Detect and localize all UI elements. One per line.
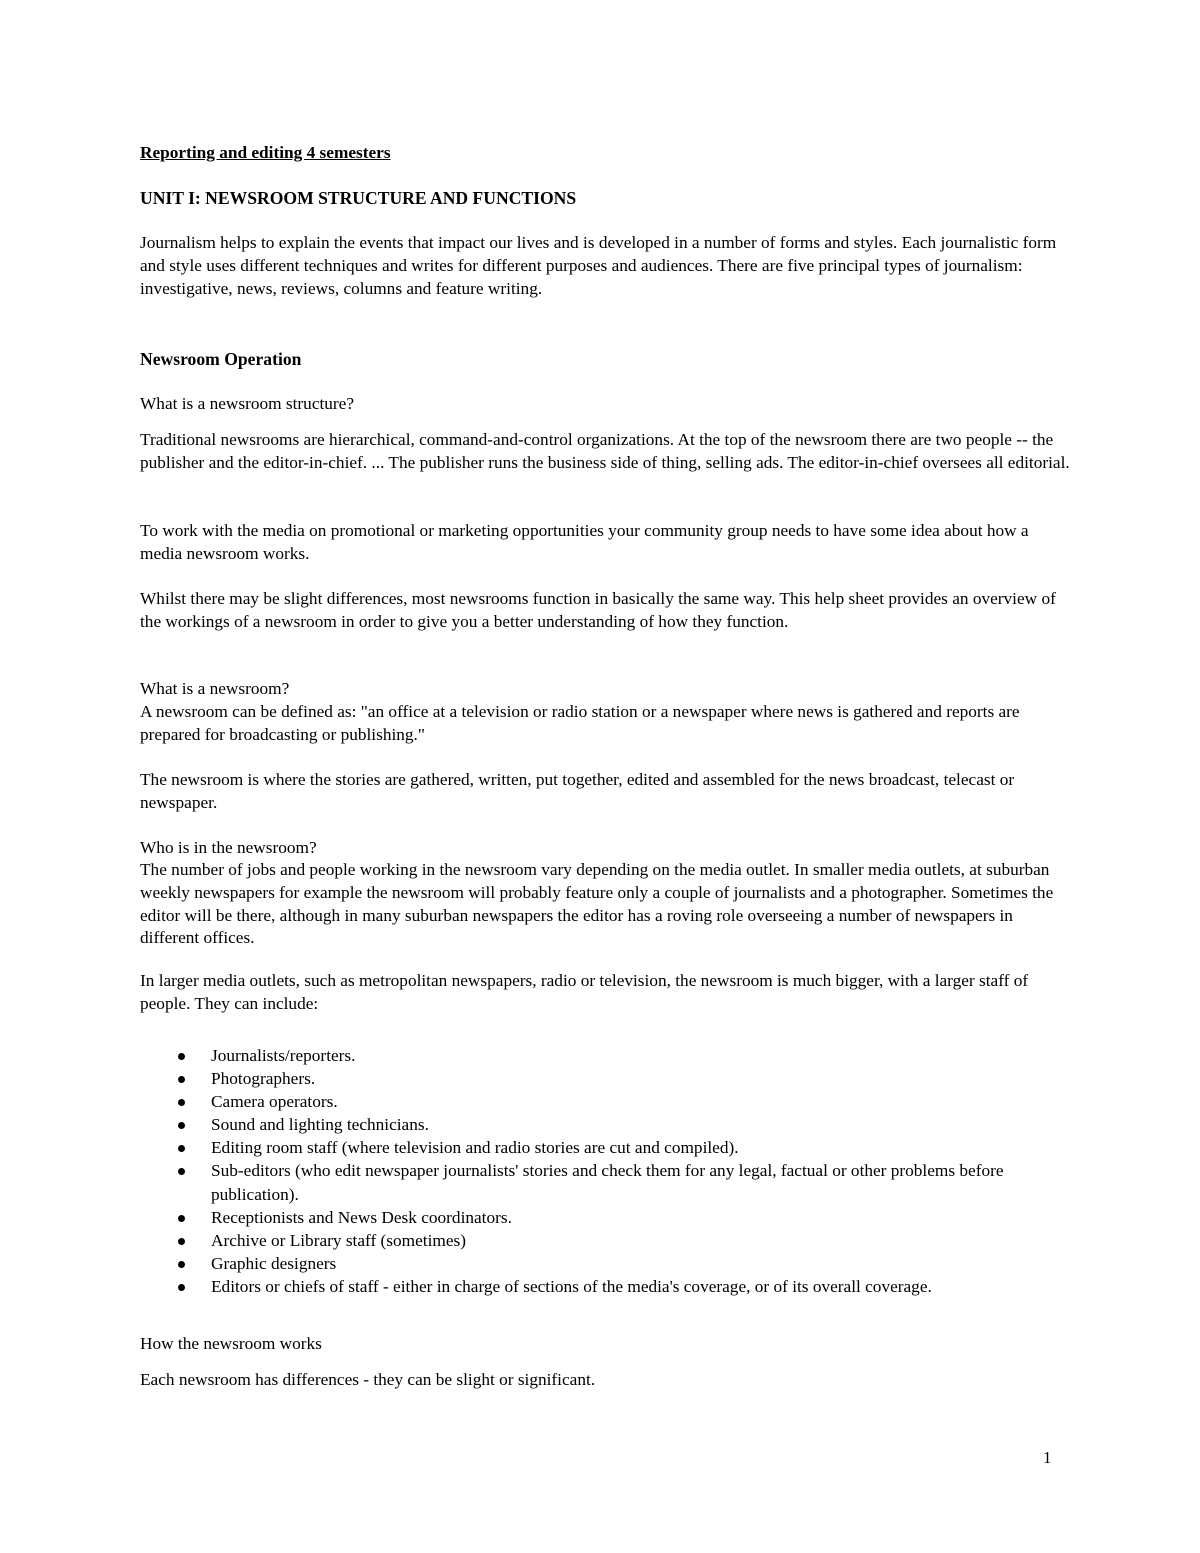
bullet-icon	[178, 1261, 185, 1268]
paragraph-each-newsroom: Each newsroom has differences - they can be slight or significant.	[140, 1370, 596, 1389]
section-heading-newsroom-operation: Newsroom Operation	[140, 349, 302, 369]
list-item	[140, 1275, 1070, 1298]
list-item	[140, 1229, 1070, 1252]
list-item-text: Journalists/reporters.	[211, 1046, 356, 1065]
heading-how-newsroom-works: How the newsroom works	[140, 1334, 322, 1353]
paragraph-work-with-media: To work with the media on promotional or marketing opportunities your community group needs to have some idea about how a media newsroom works.	[140, 521, 1029, 563]
list-item-text: Archive or Library staff (sometimes)	[211, 1230, 466, 1250]
paragraph-larger-outlets: In larger media outlets, such as metropolitan newspapers, radio or television, the newsroom is much bigger, with a larger staff of people. They can include:	[140, 971, 1029, 1013]
paragraph-traditional-newsrooms: Traditional newsrooms are hierarchical, command-and-control organizations. At the top of the newsroom there are two people -- the publisher and the editor-in-chief. ... The publisher runs the business side of thing, selling ads. The editor-in-chief oversees all editorial.	[140, 430, 1070, 472]
bullet-icon	[178, 1238, 185, 1245]
document-title: Reporting and editing 4 semesters	[140, 143, 391, 162]
intro-paragraph: Journalism helps to explain the events that impact our lives and is developed in a number of forms and styles. Each journalistic form and style uses different techniques and writes for different purposes and audiences. There are five principal types of journalism: investigative, news, reviews, columns and feature writing.	[140, 233, 1057, 298]
list-item	[140, 1252, 1070, 1275]
bullet-icon	[178, 1215, 185, 1222]
list-item-text: Sub-editors (who edit newspaper journalists' stories and check them for any legal, factual or other problems before publication).	[211, 1161, 1004, 1204]
list-item	[140, 1206, 1070, 1229]
list-item-text: Receptionists and News Desk coordinators.	[211, 1207, 512, 1227]
paragraph-where-stories-gathered: The newsroom is where the stories are gathered, written, put together, edited and assembled for the news broadcast, telecast or newspaper.	[140, 770, 1015, 812]
list-item-text: Sound and lighting technicians.	[211, 1115, 429, 1135]
list-item-text: Camera operators.	[211, 1092, 338, 1112]
list-item	[140, 1159, 1070, 1205]
unit-heading: UNIT I: NEWSROOM STRUCTURE AND FUNCTIONS	[140, 188, 577, 208]
question-what-is-newsroom: What is a newsroom?	[140, 679, 290, 698]
list-item-text: Editors or chiefs of staff - either in charge of sections of the media's coverage, or of its overall coverage.	[211, 1276, 932, 1296]
bullet-icon	[178, 1145, 185, 1152]
page-number: 1	[1043, 1448, 1052, 1467]
bullet-icon	[178, 1076, 185, 1083]
paragraph-newsroom-definition: A newsroom can be defined as: "an office at a television or radio station or a newspaper where news is gathered and reports are prepared for broadcasting or publishing."	[140, 702, 1020, 744]
list-item	[140, 1067, 1070, 1090]
list-item-text: Editing room staff (where television and radio stories are cut and compiled).	[211, 1138, 739, 1158]
list-item	[140, 1136, 1070, 1159]
bullet-icon	[178, 1053, 185, 1060]
list-item	[140, 1090, 1070, 1113]
question-who-in-newsroom: Who is in the newsroom?	[140, 838, 317, 857]
bullet-icon	[178, 1122, 185, 1129]
newsroom-staff-list	[140, 1044, 1070, 1298]
question-newsroom-structure: What is a newsroom structure?	[140, 394, 355, 413]
list-item-text: Graphic designers	[211, 1253, 337, 1273]
bullet-icon	[178, 1099, 185, 1106]
list-item	[140, 1113, 1070, 1136]
bullet-icon	[178, 1284, 185, 1291]
paragraph-whilst-differences: Whilst there may be slight differences, most newsrooms function in basically the same way. This help sheet provides an overview of the workings of a newsroom in order to give you a better understanding of how they function.	[140, 589, 1056, 631]
list-item-text: Photographers.	[211, 1069, 316, 1089]
paragraph-number-of-jobs: The number of jobs and people working in the newsroom vary depending on the media outlet. In smaller media outlets, at suburban weekly newspapers for example the newsroom will probably feature only a couple of journalists and a photographer. Sometimes the editor will be there, although in many suburban newspapers the editor has a roving role overseeing a number of newspapers in different offices.	[140, 860, 1054, 948]
list-item	[140, 1044, 1070, 1067]
bullet-icon	[178, 1168, 185, 1175]
